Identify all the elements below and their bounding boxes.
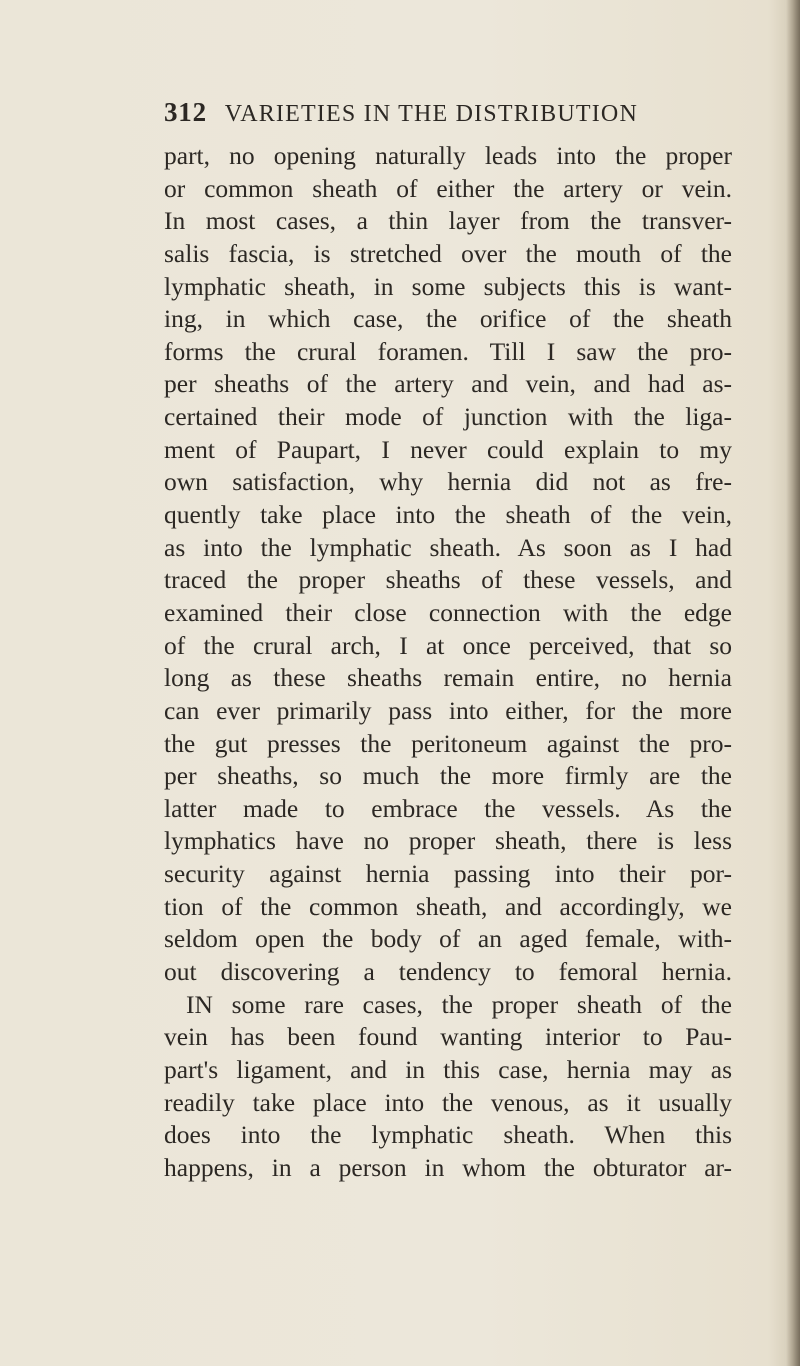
text-line: latter made to embrace the vessels. As the — [164, 793, 732, 823]
text-line: out discovering a tendency to femoral hernia. — [164, 957, 732, 987]
text-line: security against hernia passing into their por- — [164, 859, 732, 889]
text-line: per sheaths of the artery and vein, and had as- — [164, 369, 732, 399]
text-line: the gut presses the peritoneum against the pro- — [164, 728, 732, 758]
text-line: quently take place into the sheath of the vein, — [164, 500, 732, 530]
text-line: lymphatic sheath, in some subjects this is want- — [164, 271, 732, 301]
text-line: part's ligament, and in this case, hernia may as — [164, 1054, 732, 1084]
text-line: In most cases, a thin layer from the transver- — [164, 206, 732, 236]
text-line: readily take place into the venous, as it usually — [164, 1087, 732, 1117]
text-line: long as these sheaths remain entire, no hernia — [164, 663, 732, 693]
text-line: can ever primarily pass into either, for the more — [164, 695, 732, 725]
text-line: per sheaths, so much the more firmly are the — [164, 761, 732, 791]
running-head-title: VARIETIES IN THE DISTRIBUTION — [224, 101, 638, 127]
text-line: own satisfaction, why hernia did not as fre- — [164, 467, 732, 497]
text-line: certained their mode of junction with the liga- — [164, 402, 732, 432]
paragraph-start-line: IN some rare cases, the proper sheath of the — [186, 989, 732, 1019]
page-number: 312 — [164, 97, 207, 127]
text-line: of the crural arch, I at once perceived, that so — [164, 630, 732, 660]
text-line: lymphatics have no proper sheath, there is less — [164, 826, 732, 856]
text-line: ing, in which case, the orifice of the sheath — [164, 304, 732, 334]
page-binding-edge — [786, 0, 800, 1366]
text-line: seldom open the body of an aged female, with- — [164, 924, 732, 954]
text-line: does into the lymphatic sheath. When this — [164, 1120, 732, 1150]
text-line: part, no opening naturally leads into the proper — [164, 141, 732, 170]
text-line: examined their close connection with the edge — [164, 597, 732, 627]
text-line: tion of the common sheath, and accordingly, we — [164, 891, 732, 921]
body-text — [164, 140, 732, 1185]
text-line: salis fascia, is stretched over the mouth of the — [164, 238, 732, 268]
running-head — [164, 92, 724, 132]
text-line: ment of Paupart, I never could explain to my — [164, 434, 732, 464]
text-line: vein has been found wanting interior to Pau- — [164, 1022, 732, 1052]
text-line: happens, in a person in whom the obturator ar- — [164, 1152, 732, 1182]
text-line: traced the proper sheaths of these vessels, and — [164, 565, 732, 595]
text-line: forms the crural foramen. Till I saw the pro- — [164, 336, 732, 366]
text-line: or common sheath of either the artery or vein. — [164, 173, 732, 203]
text-line: as into the lymphatic sheath. As soon as I had — [164, 532, 732, 562]
